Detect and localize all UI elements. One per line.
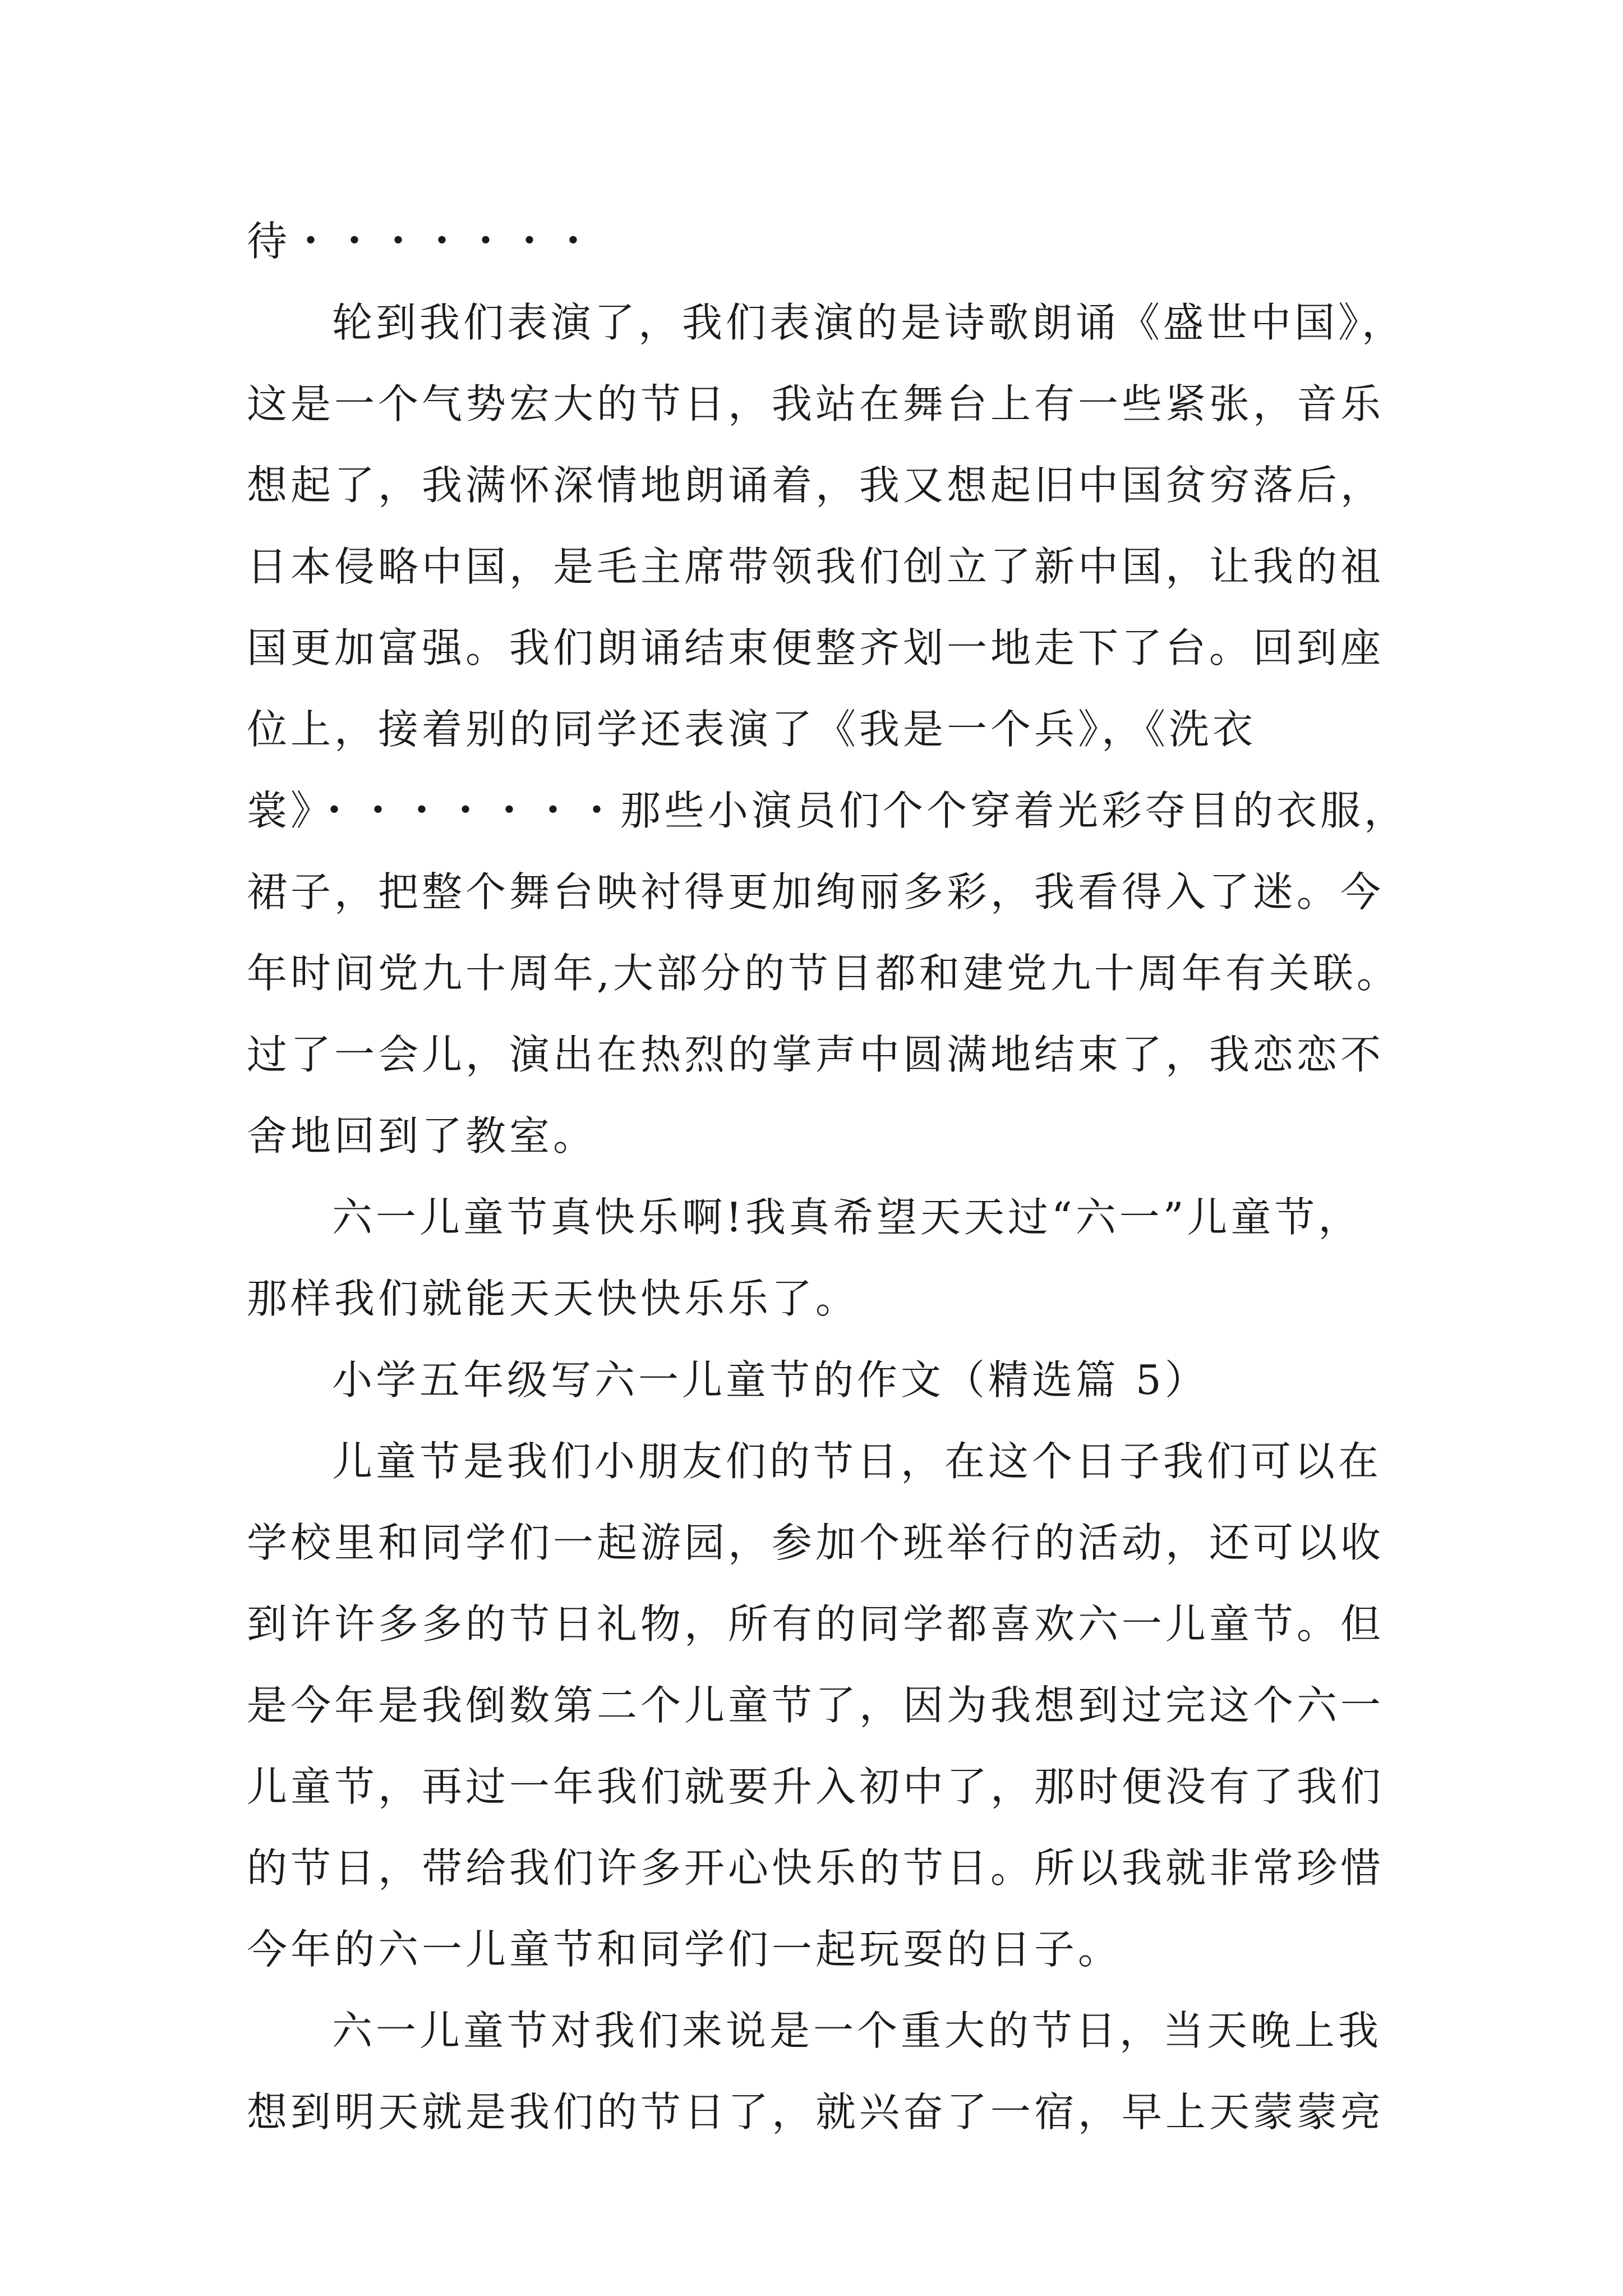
text-line: 那样我们就能天天快快乐乐了。	[247, 1275, 860, 1322]
paragraph-start-line: 六一儿童节对我们来说是一个重大的节日，当天晚上我	[332, 2007, 1382, 2054]
text-line: 的节日，带给我们许多开心快乐的节日。所以我就非常珍惜	[247, 1844, 1385, 1892]
paragraph-start-line: 轮到我们表演了，我们表演的是诗歌朗诵《盛世中国》，	[332, 299, 1406, 346]
paragraph-start-line: 儿童节是我们小朋友们的节日，在这个日子我们可以在	[332, 1438, 1382, 1485]
text-line: 到许许多多的节日礼物，所有的同学都喜欢六一儿童节。但	[247, 1600, 1385, 1648]
text-line: 国更加富强。我们朗诵结束便整齐划一地走下了台。回到座	[247, 624, 1385, 671]
text-line: 裳》・・・・・・・那些小演员们个个穿着光彩夺目的衣服，	[247, 787, 1408, 834]
text-line: 想起了，我满怀深情地朗诵着，我又想起旧中国贫穷落后，	[247, 462, 1385, 509]
text-line: 待・・・・・・・	[247, 218, 597, 265]
document-body	[247, 213, 1408, 2165]
text-line: 日本侵略中国，是毛主席带领我们创立了新中国，让我的祖	[247, 543, 1385, 590]
text-line: 裙子，把整个舞台映衬得更加绚丽多彩，我看得入了迷。今	[247, 868, 1385, 915]
text-line: 舍地回到了教室。	[247, 1112, 597, 1159]
text-line: 儿童节，再过一年我们就要升入初中了，那时便没有了我们	[247, 1763, 1385, 1810]
text-line: 过了一会儿，演出在热烈的掌声中圆满地结束了，我恋恋不	[247, 1031, 1385, 1078]
paragraph-start-line: 六一儿童节真快乐啊!我真希望天天过“六一”儿童节，	[332, 1194, 1362, 1241]
text-line: 想到明天就是我们的节日了，就兴奋了一宿，早上天蒙蒙亮	[247, 2088, 1385, 2136]
text-line: 年时间党九十周年,大部分的节目都和建党九十周年有关联。	[247, 950, 1400, 997]
section-heading: 小学五年级写六一儿童节的作文（精选篇 5）	[332, 1356, 1209, 1404]
text-line: 今年的六一儿童节和同学们一起玩耍的日子。	[247, 1926, 1122, 1973]
text-line: 学校里和同学们一起游园，参加个班举行的活动，还可以收	[247, 1519, 1385, 1566]
text-line: 这是一个气势宏大的节日，我站在舞台上有一些紧张，音乐	[247, 380, 1385, 427]
text-line: 是今年是我倒数第二个儿童节了，因为我想到过完这个六一	[247, 1682, 1385, 1729]
text-line: 位上，接着别的同学还表演了《我是一个兵》，《洗衣	[247, 706, 1257, 753]
